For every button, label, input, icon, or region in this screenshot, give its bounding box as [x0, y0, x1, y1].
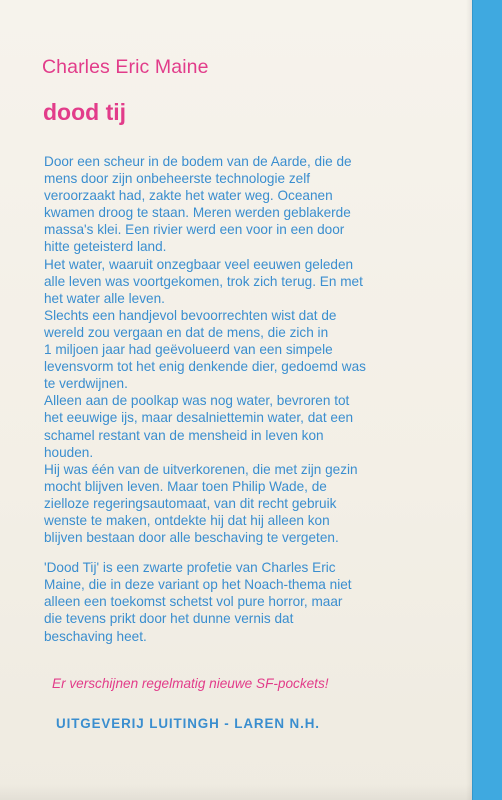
blurb-line: Alleen aan de poolkap was nog water, bevroren tot — [44, 393, 350, 409]
book-spine — [472, 0, 502, 800]
blurb-line: massa's klei. Een rivier werd een voor in een door — [44, 222, 345, 238]
blurb-line: Door een scheur in de bodem van de Aarde, die de — [44, 154, 352, 169]
blurb-line: het eeuwige ijs, maar desalniettemin water, dat een — [44, 410, 354, 426]
blurb-line: schamel restant van de mensheid in leven kon — [44, 427, 324, 443]
blurb-line: wereld zou vergaan en dat de mens, die zich in — [44, 324, 329, 340]
blurb-line: kwamen droog te staan. Meren werden geblakerde — [44, 205, 351, 221]
blurb-line: het water alle leven. — [44, 290, 165, 306]
blurb-line: zielloze regeringsautomaat, van dit recht gebruik — [44, 495, 337, 511]
publisher-imprint: UITGEVERIJ LUITINGH - LAREN N.H. — [56, 716, 320, 731]
author-name: Charles Eric Maine — [42, 56, 209, 78]
blurb-line: veroorzaakt had, zakte het water weg. Oceanen — [44, 188, 333, 204]
blurb-line: Slechts een handjevol bevoorrechten wist dat de — [44, 307, 337, 323]
blurb-line: alle leven was voortgekomen, trok zich terug. En met — [44, 273, 363, 289]
blurb-line: hitte geteisterd land. — [44, 239, 167, 255]
blurb-line: Maine, die in deze variant op het Noach-thema niet — [44, 577, 352, 593]
blurb-line: 1 miljoen jaar had geëvolueerd van een simpele — [44, 342, 333, 358]
blurb-line: 'Dood Tij' is een zwarte profetie van Charles Eric — [44, 560, 336, 576]
blurb-paragraph-2 — [44, 559, 469, 644]
blurb-line: beschaving heet. — [44, 628, 147, 644]
blurb-line: Hij was één van de uitverkorenen, die met zijn gezin — [44, 461, 358, 477]
series-tagline: Er verschijnen regelmatig nieuwe SF-pockets! — [52, 676, 329, 691]
blurb-line: levensvorm tot het enig denkende dier, gedoemd was — [44, 359, 366, 375]
blurb-line: houden. — [44, 444, 94, 460]
blurb-line: blijven bestaan door alle beschaving te vergeten. — [44, 530, 339, 546]
cover-bottom-shade — [0, 784, 472, 800]
blurb-line: mocht blijven leven. Maar toen Philip Wade, de — [44, 478, 327, 494]
book-title: dood tij — [43, 99, 127, 125]
blurb-line: wenste te maken, ontdekte hij dat hij alleen kon — [44, 512, 330, 528]
blurb-text — [44, 153, 469, 645]
blurb-line: alleen een toekomst schetst vol pure horror, maar — [44, 594, 343, 610]
blurb-paragraph-1 — [44, 153, 469, 546]
blurb-line: Het water, waaruit onzegbaar veel eeuwen geleden — [44, 256, 354, 272]
blurb-line: te verdwijnen. — [44, 376, 128, 392]
blurb-line: mens door zijn onbeheerste technologie zelf — [44, 171, 311, 187]
blurb-line: die tevens prikt door het dunne vernis dat — [44, 611, 294, 627]
paragraph-gap — [44, 546, 469, 559]
